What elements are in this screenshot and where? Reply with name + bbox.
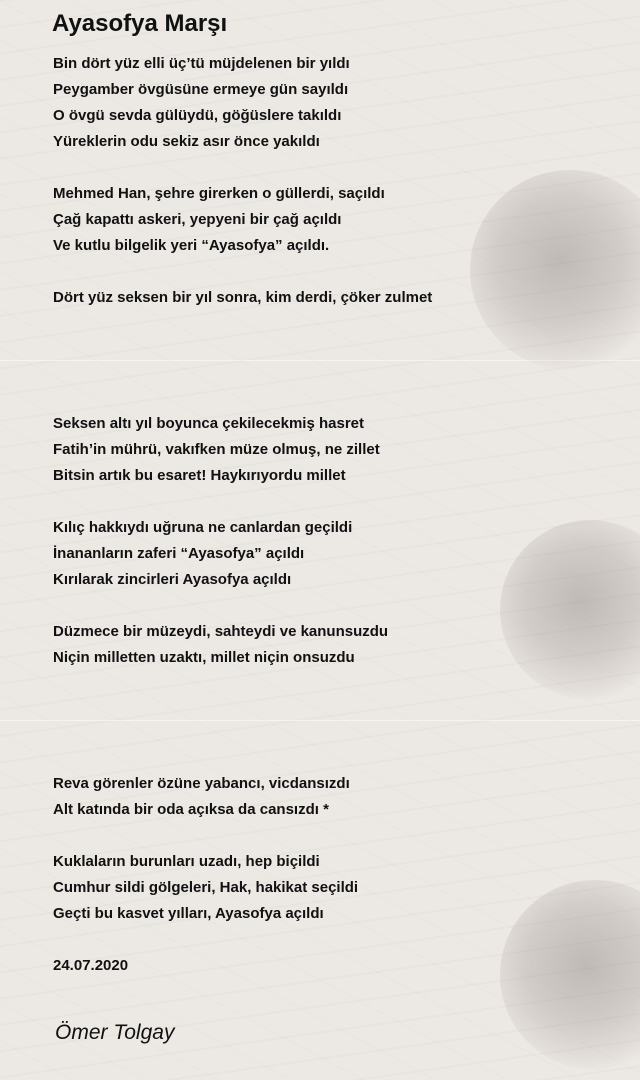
poem-line: Kırılarak zincirleri Ayasofya açıldı	[53, 571, 292, 588]
poem-line: Dört yüz seksen bir yıl sonra, kim derdi, çöker zulmet	[53, 289, 433, 306]
ink-blot	[500, 880, 640, 1070]
poem-line: Geçti bu kasvet yılları, Ayasofya açıldı	[53, 905, 324, 922]
poem-line: Alt katında bir oda açıksa da cansızdı *	[53, 801, 329, 818]
poem-line: Reva görenler özüne yabancı, vicdansızdı	[53, 775, 350, 792]
poem-line: O övgü sevda gülüydü, göğüslere takıldı	[53, 107, 342, 124]
poem-line: Cumhur sildi gölgeleri, Hak, hakikat seçildi	[53, 879, 359, 896]
poem-line: Çağ kapattı askeri, yepyeni bir çağ açıldı	[53, 211, 342, 228]
poem-line: İnananların zaferi “Ayasofya” açıldı	[53, 545, 305, 562]
poem-line: Kılıç hakkıydı uğruna ne canlardan geçildi	[53, 519, 353, 536]
poem-line: Kuklaların burunları uzadı, hep biçildi	[53, 853, 320, 870]
poem-line: Düzmece bir müzeydi, sahteydi ve kanunsuzdu	[53, 623, 389, 640]
poem-line: Mehmed Han, şehre girerken o güllerdi, saçıldı	[53, 185, 385, 202]
poem-line: Seksen altı yıl boyunca çekilecekmiş hasret	[53, 415, 365, 432]
poem-date: 24.07.2020	[53, 957, 129, 974]
poem-line: Bin dört yüz elli üç’tü müjdelenen bir yıldı	[53, 55, 350, 72]
poem-line: Fatih’in mührü, vakıfken müze olmuş, ne zillet	[53, 441, 380, 458]
poem-author: Ömer Tolgay	[55, 1021, 175, 1044]
poem-line: Yüreklerin odu sekiz asır önce yakıldı	[53, 133, 320, 150]
ink-blot	[500, 520, 640, 700]
poem-title: Ayasofya Marşı	[52, 10, 228, 37]
poem-line: Bitsin artık bu esaret! Haykırıyordu millet	[53, 467, 346, 484]
poem-line: Ve kutlu bilgelik yeri “Ayasofya” açıldı.	[53, 237, 330, 254]
poem-line: Niçin milletten uzaktı, millet niçin onsuzdu	[53, 649, 355, 666]
poem-line: Peygamber övgüsüne ermeye gün sayıldı	[53, 81, 349, 98]
ink-blot	[470, 170, 640, 370]
section-divider	[0, 720, 640, 721]
